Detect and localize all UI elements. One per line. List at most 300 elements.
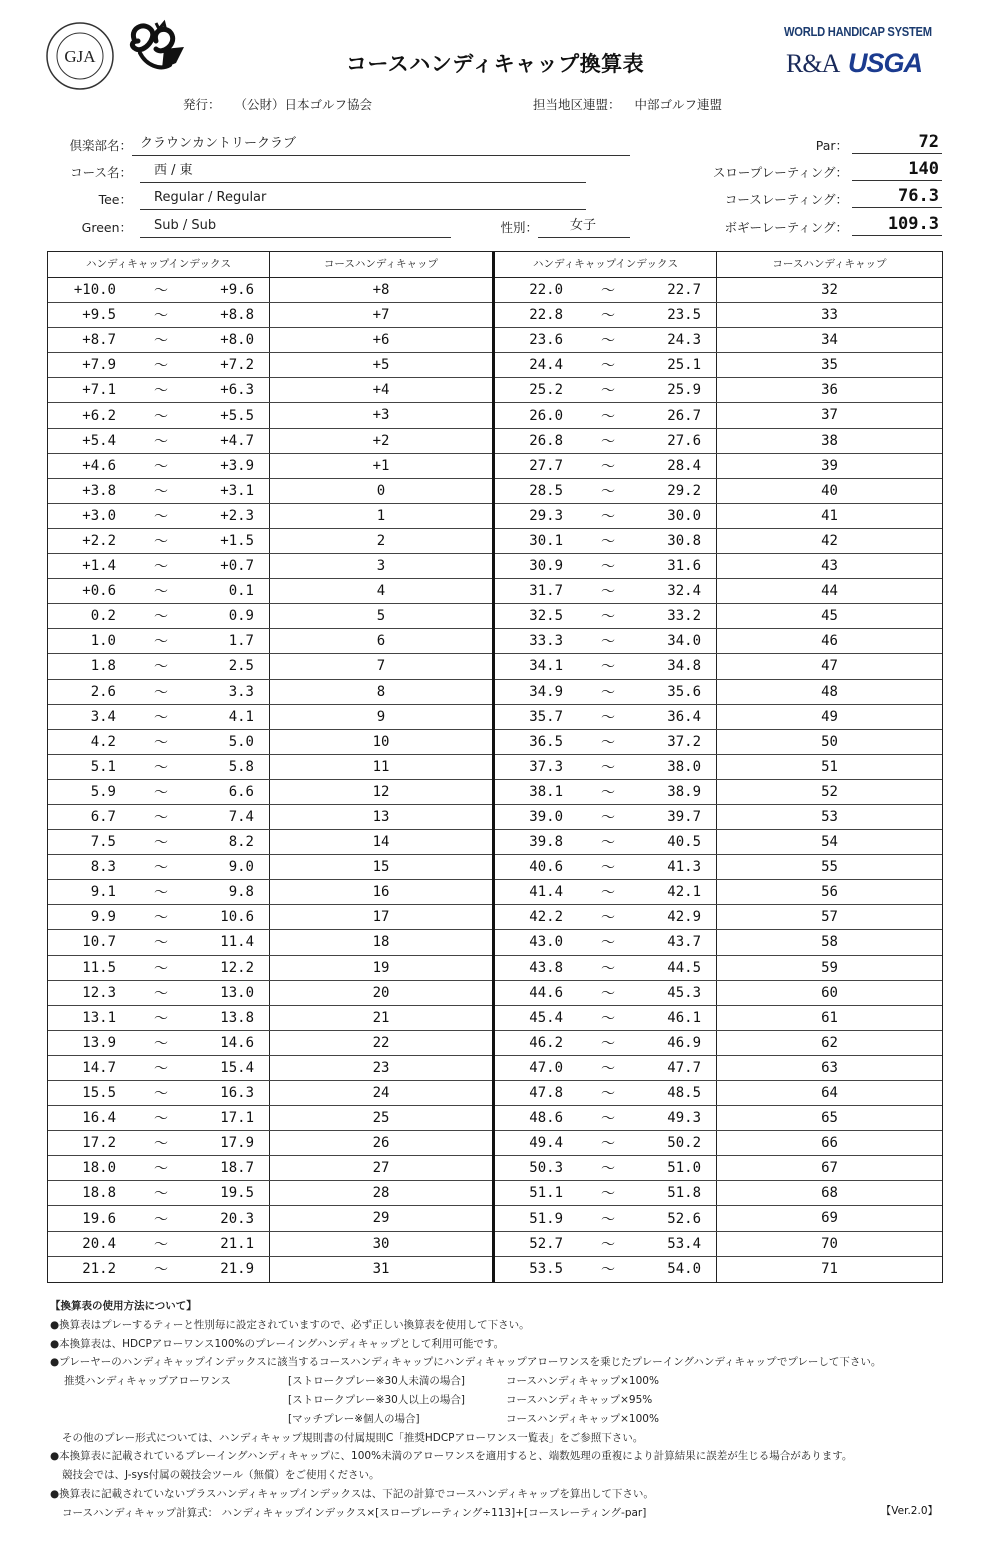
handicap-index-range	[48, 880, 270, 904]
course-handicap-value: 5	[376, 608, 386, 625]
course-handicap-value: 65	[821, 1110, 838, 1127]
range-tilde: ～	[601, 408, 615, 425]
index-from: 5.1	[90, 758, 116, 775]
range-tilde: ～	[154, 684, 168, 701]
index-from: 0.2	[90, 608, 116, 625]
course-handicap-value: +5	[372, 357, 390, 374]
tee-value: Regular / Regular	[140, 188, 586, 210]
range-tilde: ～	[601, 433, 615, 450]
index-to: 46.9	[667, 1034, 701, 1051]
index-to: 25.1	[667, 357, 701, 374]
course-handicap-value: 45	[821, 608, 838, 625]
table-row	[495, 1056, 942, 1081]
index-from: +7.1	[82, 382, 116, 399]
range-tilde: ～	[601, 684, 615, 701]
table-row	[48, 1181, 492, 1206]
ra-logo: R&A	[786, 49, 840, 78]
course-handicap-value: 53	[821, 808, 838, 825]
course-handicap-value: 57	[821, 909, 838, 926]
range-tilde: ～	[154, 1060, 168, 1077]
table-left-half	[48, 252, 495, 1282]
note-4-detail: 競技会では、J-sys付属の競技会ツール（無償）をご使用ください。	[62, 1469, 380, 1482]
index-to: 33.2	[667, 608, 701, 625]
table-row	[495, 780, 942, 805]
range-tilde: ～	[154, 1086, 168, 1103]
course-handicap-value: 56	[821, 884, 838, 901]
index-from: 50.3	[529, 1160, 563, 1177]
index-from: 24.4	[529, 357, 563, 374]
handicap-index-range	[495, 1206, 717, 1230]
range-tilde: ～	[154, 734, 168, 751]
range-tilde: ～	[154, 508, 168, 525]
table-body-left	[48, 278, 492, 1282]
range-tilde: ～	[601, 659, 615, 676]
handicap-index-range	[495, 454, 717, 478]
index-to: 2.5	[228, 658, 254, 675]
table-row	[495, 880, 942, 905]
table-row	[48, 1006, 492, 1031]
index-from: 42.2	[529, 909, 563, 926]
table-row	[48, 956, 492, 981]
handicap-index-range	[48, 429, 270, 453]
course-handicap-value: 27	[372, 1160, 390, 1177]
index-from: 2.6	[90, 683, 116, 700]
index-to: 9.8	[228, 884, 254, 901]
table-row	[48, 328, 492, 353]
handicap-index-range	[48, 1181, 270, 1205]
table-row	[48, 1131, 492, 1156]
table-row	[48, 930, 492, 955]
index-from: 53.5	[529, 1261, 563, 1278]
handicap-index-range	[48, 1156, 270, 1180]
table-row	[495, 1206, 942, 1231]
handicap-index-range	[48, 579, 270, 603]
table-row	[495, 529, 942, 554]
range-tilde: ～	[154, 885, 168, 902]
index-to: 3.3	[228, 683, 254, 700]
index-to: 34.0	[667, 633, 701, 650]
course-handicap-value: 33	[821, 307, 838, 324]
index-from: 12.3	[82, 984, 116, 1001]
range-tilde: ～	[601, 458, 615, 475]
course-handicap-value: 39	[821, 457, 838, 474]
index-to: 54.0	[667, 1261, 701, 1278]
range-tilde: ～	[154, 1161, 168, 1178]
table-row	[48, 629, 492, 654]
table-row	[495, 755, 942, 780]
index-to: 21.1	[220, 1235, 254, 1252]
range-tilde: ～	[601, 784, 615, 801]
table-row	[495, 730, 942, 755]
index-to: 14.6	[220, 1034, 254, 1051]
table-row	[495, 554, 942, 579]
index-to: 19.5	[220, 1185, 254, 1202]
handicap-index-range	[495, 1181, 717, 1205]
usga-logo: USGA	[848, 48, 923, 78]
range-tilde: ～	[601, 333, 615, 350]
notes-heading: 【換算表の使用方法について】	[50, 1300, 197, 1312]
table-row	[495, 1006, 942, 1031]
table-row	[495, 1081, 942, 1106]
index-from: 13.1	[82, 1009, 116, 1026]
handicap-index-range	[495, 705, 717, 729]
course-handicap-value: 11	[372, 758, 390, 775]
index-to: +8.0	[220, 332, 254, 349]
index-from: +2.2	[82, 532, 116, 549]
index-to: +6.3	[220, 382, 254, 399]
course-handicap-value: 6	[376, 633, 386, 650]
index-from: 30.9	[529, 558, 563, 575]
course-handicap-value: 63	[821, 1059, 838, 1076]
range-tilde: ～	[154, 584, 168, 601]
course-handicap-value: 20	[372, 984, 390, 1001]
handicap-index-range	[48, 629, 270, 653]
index-from: 18.0	[82, 1160, 116, 1177]
index-to: +2.3	[220, 507, 254, 524]
table-row	[48, 554, 492, 579]
course-handicap-value: 26	[372, 1135, 390, 1152]
table-row	[48, 1232, 492, 1257]
course-handicap-value: +3	[372, 407, 390, 424]
publisher-value: （公財）日本ゴルフ協会	[234, 97, 373, 112]
index-to: 40.5	[667, 834, 701, 851]
handicap-index-range	[495, 1106, 717, 1130]
course-name: 西 / 東	[140, 161, 586, 183]
course-handicap-value: 70	[821, 1235, 838, 1252]
slope-value: 140	[852, 157, 942, 181]
index-from: 31.7	[529, 583, 563, 600]
index-to: 30.8	[667, 532, 701, 549]
table-row	[495, 278, 942, 303]
course-handicap-value: 38	[821, 432, 838, 449]
handicap-index-range	[48, 1031, 270, 1055]
course-handicap-value: 17	[372, 909, 390, 926]
handicap-index-range	[495, 303, 717, 327]
table-row	[48, 730, 492, 755]
course-label: コース名：	[70, 165, 132, 180]
handicap-index-range	[495, 353, 717, 377]
range-tilde: ～	[154, 458, 168, 475]
course-handicap-value: +1	[372, 457, 390, 474]
index-from: 15.5	[82, 1085, 116, 1102]
course-handicap-value: 36	[821, 382, 838, 399]
handicap-index-range	[48, 855, 270, 879]
course-handicap-value: 24	[372, 1085, 390, 1101]
range-tilde: ～	[154, 609, 168, 626]
course-handicap-value: 19	[372, 959, 390, 976]
jga-logo	[45, 21, 115, 91]
index-from: 41.4	[529, 884, 563, 901]
table-row	[495, 1106, 942, 1131]
range-tilde: ～	[154, 659, 168, 676]
index-from: +6.2	[82, 407, 116, 424]
index-from: 38.1	[529, 783, 563, 800]
index-to: 45.3	[667, 984, 701, 1001]
handicap-index-range	[48, 930, 270, 954]
handicap-index-range	[495, 880, 717, 904]
course-handicap-value: 43	[821, 558, 838, 575]
range-tilde: ～	[154, 860, 168, 877]
index-from: 21.2	[82, 1261, 116, 1278]
handicap-index-range	[495, 830, 717, 854]
course-handicap-value: 2	[376, 532, 386, 549]
handicap-index-range	[495, 855, 717, 879]
range-tilde: ～	[154, 1211, 168, 1228]
table-row	[48, 830, 492, 855]
course-handicap-value: 69	[821, 1210, 838, 1227]
index-to: 21.9	[220, 1261, 254, 1278]
handicap-index-range	[48, 654, 270, 678]
index-from: 7.5	[90, 834, 116, 851]
index-to: 13.8	[220, 1009, 254, 1026]
index-from: 51.9	[529, 1210, 563, 1227]
index-from: 10.7	[82, 934, 116, 951]
allowance-row-3	[50, 1410, 950, 1429]
region-line	[533, 95, 722, 113]
table-row	[48, 1206, 492, 1231]
index-to: +0.7	[220, 558, 254, 575]
handicap-index-range	[48, 403, 270, 427]
course-handicap-value: 28	[372, 1185, 390, 1202]
allowance-value: コースハンディキャップ×100%	[506, 1412, 659, 1425]
handicap-index-range	[48, 554, 270, 578]
table-row	[48, 905, 492, 930]
range-tilde: ～	[601, 734, 615, 751]
course-handicap-value: 35	[821, 357, 838, 374]
index-from: +1.4	[82, 558, 116, 575]
range-tilde: ～	[154, 784, 168, 801]
range-tilde: ～	[154, 985, 168, 1002]
index-from: 14.7	[82, 1059, 116, 1076]
table-body-right	[495, 278, 942, 1282]
index-to: 53.4	[667, 1235, 701, 1252]
index-to: 35.6	[667, 683, 701, 700]
table-row	[48, 454, 492, 479]
course-handicap-value: 30	[372, 1235, 390, 1252]
range-tilde: ～	[601, 584, 615, 601]
whs-logos	[776, 24, 936, 84]
note-4: ●本換算表に記載されているプレーイングハンディキャップに、100%未満のアローワンスを適用すると、端数処理の重複により計算結果に誤差が生じる場合があります。	[50, 1450, 853, 1463]
index-to: 23.5	[667, 307, 701, 324]
column-header-course-handicap: コースハンディキャップ	[772, 258, 887, 270]
allowance-case: [ストロークプレー※30人以上の場合]	[288, 1393, 465, 1406]
index-to: 5.8	[228, 758, 254, 775]
course-handicap-value: 64	[821, 1085, 838, 1101]
table-row	[495, 805, 942, 830]
handicap-index-range	[495, 479, 717, 503]
course-handicap-value: 12	[372, 783, 390, 800]
index-to: 18.7	[220, 1160, 254, 1177]
index-from: 51.1	[529, 1185, 563, 1202]
handicap-index-range	[495, 429, 717, 453]
index-from: 35.7	[529, 708, 563, 725]
handicap-index-range	[495, 905, 717, 929]
handicap-index-range	[48, 479, 270, 503]
table-row	[495, 353, 942, 378]
course-handicap-value: 25	[372, 1110, 390, 1127]
table-row	[495, 403, 942, 428]
range-tilde: ～	[601, 759, 615, 776]
range-tilde: ～	[154, 759, 168, 776]
table-row	[495, 504, 942, 529]
handicap-index-range	[48, 780, 270, 804]
table-row	[495, 328, 942, 353]
table-row	[48, 705, 492, 730]
index-from: 6.7	[90, 809, 116, 826]
range-tilde: ～	[601, 1211, 615, 1228]
range-tilde: ～	[154, 1010, 168, 1027]
range-tilde: ～	[601, 383, 615, 400]
page-title: コースハンディキャップ換算表	[345, 52, 645, 76]
range-tilde: ～	[601, 1111, 615, 1128]
index-from: 45.4	[529, 1009, 563, 1026]
course-handicap-value: +7	[372, 307, 390, 324]
index-to: 22.7	[667, 282, 701, 299]
index-to: 20.3	[220, 1210, 254, 1227]
index-to: 46.1	[667, 1009, 701, 1026]
handicap-index-range	[48, 454, 270, 478]
whs-label: WORLD HANDICAP SYSTEM	[784, 24, 932, 39]
range-tilde: ～	[601, 358, 615, 375]
index-to: 16.3	[220, 1085, 254, 1102]
course-handicap-value: 55	[821, 859, 838, 876]
index-from: 13.9	[82, 1034, 116, 1051]
handicap-index-range	[48, 353, 270, 377]
index-from: 36.5	[529, 733, 563, 750]
table-row	[48, 1056, 492, 1081]
handicap-index-range	[48, 604, 270, 628]
index-to: 30.0	[667, 507, 701, 524]
index-from: +3.0	[82, 507, 116, 524]
index-from: 28.5	[529, 482, 563, 499]
index-from: 4.2	[90, 733, 116, 750]
range-tilde: ～	[154, 408, 168, 425]
index-to: 26.7	[667, 407, 701, 424]
index-to: 48.5	[667, 1085, 701, 1102]
table-row	[48, 378, 492, 403]
range-tilde: ～	[601, 1262, 615, 1279]
range-tilde: ～	[154, 1136, 168, 1153]
index-from: 9.1	[90, 884, 116, 901]
table-row	[495, 479, 942, 504]
index-to: 51.0	[667, 1160, 701, 1177]
index-from: +10.0	[73, 282, 116, 299]
index-to: 42.9	[667, 909, 701, 926]
table-right-half	[495, 252, 942, 1282]
handicap-index-range	[48, 529, 270, 553]
index-from: +5.4	[82, 432, 116, 449]
index-to: 29.2	[667, 482, 701, 499]
range-tilde: ～	[601, 283, 615, 300]
table-row	[495, 705, 942, 730]
course-handicap-value: 62	[821, 1034, 838, 1051]
course-handicap-value: 9	[376, 708, 386, 725]
table-row	[48, 278, 492, 303]
range-tilde: ～	[601, 985, 615, 1002]
course-handicap-value: 46	[821, 633, 838, 650]
handicap-index-range	[495, 278, 717, 302]
handicap-index-range	[495, 529, 717, 553]
index-to: 52.6	[667, 1210, 701, 1227]
allowance-title: 推奨ハンディキャップアローワンス	[64, 1375, 231, 1388]
handicap-index-range	[495, 579, 717, 603]
index-to: 31.6	[667, 558, 701, 575]
handicap-index-range	[495, 1131, 717, 1155]
course-handicap-value: 68	[821, 1185, 838, 1202]
column-header-handicap-index: ハンディキャップインデックス	[495, 252, 717, 277]
course-rating-value: 76.3	[852, 184, 942, 208]
handicap-index-range	[48, 328, 270, 352]
index-from: 34.9	[529, 683, 563, 700]
handicap-index-range	[495, 780, 717, 804]
course-handicap-value: 4	[376, 583, 386, 600]
range-tilde: ～	[601, 1236, 615, 1253]
table-row	[495, 1257, 942, 1282]
index-to: 41.3	[667, 859, 701, 876]
handicap-index-range	[48, 680, 270, 704]
jga-letters: GJA	[64, 47, 96, 66]
handicap-index-range	[495, 1232, 717, 1256]
index-to: 6.6	[228, 783, 254, 800]
course-handicap-value: 51	[821, 758, 838, 775]
index-to: 1.7	[228, 633, 254, 650]
publisher-label: 発行：	[183, 97, 221, 112]
table-row	[495, 956, 942, 981]
allowance-value: コースハンディキャップ×95%	[506, 1393, 653, 1406]
handicap-index-range	[48, 1232, 270, 1256]
table-row	[48, 479, 492, 504]
index-to: 4.1	[228, 708, 254, 725]
table-row	[48, 805, 492, 830]
table-row	[48, 579, 492, 604]
course-handicap-value: 41	[821, 507, 838, 524]
course-handicap-value: +8	[372, 282, 390, 298]
index-to: +1.5	[220, 532, 254, 549]
table-row	[48, 604, 492, 629]
index-to: 38.9	[667, 783, 701, 800]
table-row	[495, 654, 942, 679]
handicap-index-range	[495, 604, 717, 628]
handicap-index-range	[495, 1081, 717, 1105]
index-from: 47.8	[529, 1085, 563, 1102]
table-row	[495, 981, 942, 1006]
range-tilde: ～	[601, 1136, 615, 1153]
handicap-index-range	[48, 981, 270, 1005]
range-tilde: ～	[601, 609, 615, 626]
index-from: +4.6	[82, 457, 116, 474]
range-tilde: ～	[601, 634, 615, 651]
usage-notes	[50, 1297, 950, 1523]
course-handicap-value: 48	[821, 683, 838, 700]
index-from: 49.4	[529, 1135, 563, 1152]
range-tilde: ～	[154, 1236, 168, 1253]
range-tilde: ～	[601, 483, 615, 500]
club-name: クラウンカントリークラブ	[132, 134, 630, 156]
course-handicap-value: 54	[821, 834, 838, 851]
table-row	[48, 1081, 492, 1106]
index-from: 25.2	[529, 382, 563, 399]
allowance-case: [マッチプレー※個人の場合]	[288, 1412, 420, 1425]
course-handicap-value: 29	[372, 1210, 390, 1227]
index-from: 32.5	[529, 608, 563, 625]
table-row	[495, 1031, 942, 1056]
conversion-table	[47, 251, 943, 1283]
table-row	[48, 353, 492, 378]
index-from: 37.3	[529, 758, 563, 775]
note-5: ●換算表に記載されていないプラスハンディキャップインデックスは、下記の計算でコースハンディキャップを算出して下さい。	[50, 1487, 654, 1500]
handicap-index-range	[48, 378, 270, 402]
course-handicap-value: 47	[821, 658, 838, 675]
